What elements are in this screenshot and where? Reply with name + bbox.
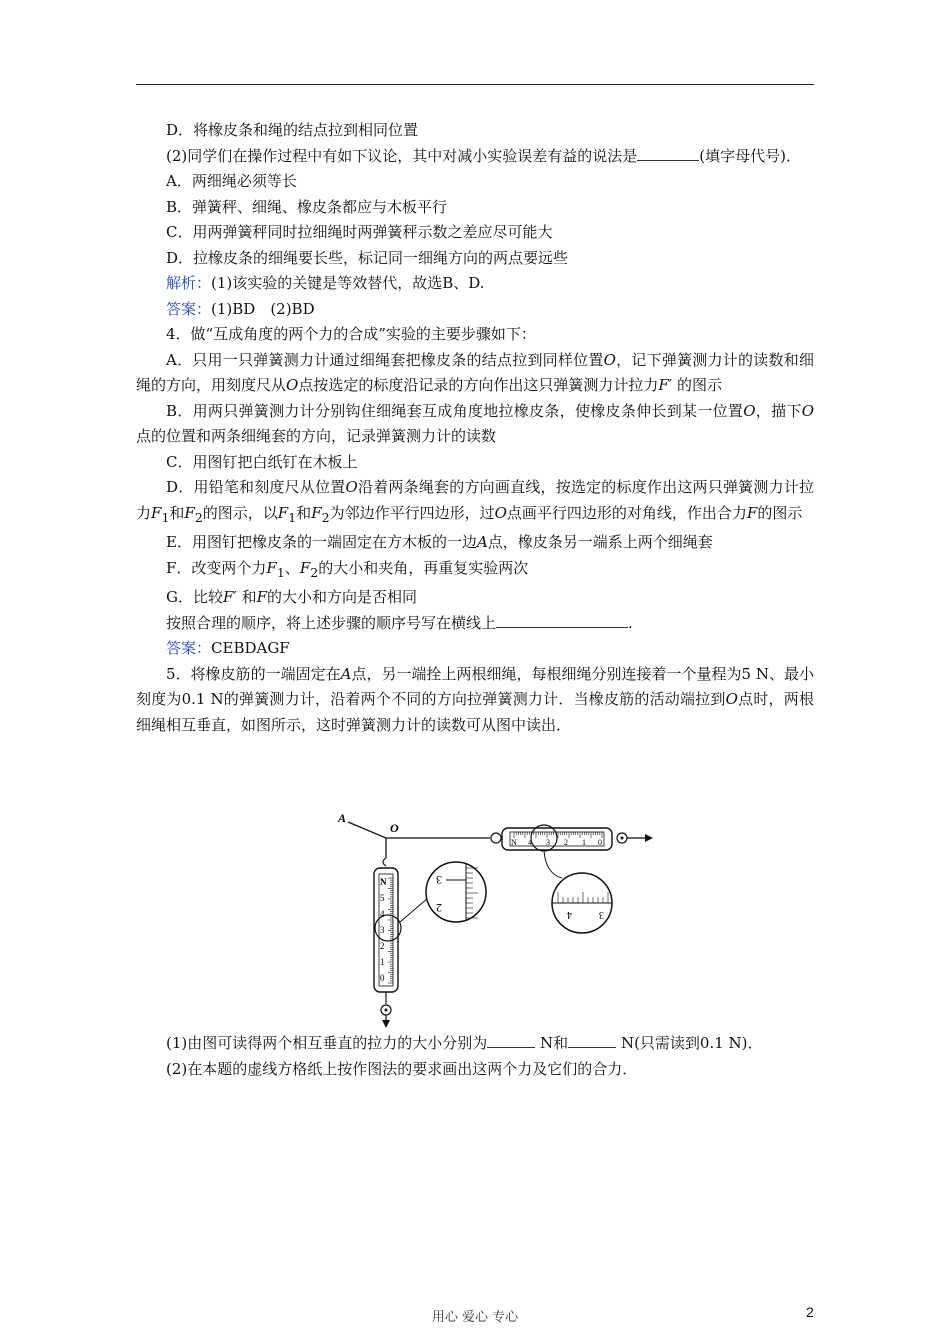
step-d: D．用铅笔和刻度尺从位置O沿着两条绳套的方向画直线，按选定的标度作出这两只弹簧测力计拉力$F_1$和$F_2$的图示，以$F_1$和$F_2$为邻边作平行四边形，过O点画平行四边形的对角线，作出合力F的图示 [136, 478, 814, 525]
svg-text:4: 4 [567, 909, 572, 920]
line-1: D．将橡皮条和绳的结点拉到相同位置 [166, 121, 419, 139]
order-blank[interactable] [496, 611, 628, 628]
analysis: 解析：(1)该实验的关键是等效替代，故选B、D. [166, 274, 485, 292]
rope-a-o [348, 822, 386, 838]
body-text-after-figure [136, 1031, 814, 1082]
svg-text:3: 3 [380, 925, 385, 935]
svg-text:4: 4 [528, 838, 532, 847]
horizontal-scale [491, 825, 653, 878]
vertical-zoom [426, 862, 486, 922]
option-c: C．用两弹簧秤同时拉细绳时两弹簧秤示数之差应尽可能大 [166, 223, 553, 241]
step-a: A．只用一只弹簧测力计通过细绳套把橡皮条的结点拉到同样位置O，记下弹簧测力计的读数和细绳的方向，用刻度尺从O点按选定的标度沿记录的方向作出这只弹簧测力计拉力F′ 的图示 [136, 350, 814, 394]
svg-text:1: 1 [380, 957, 385, 967]
answer-1: 答案：(1)BD (2)BD [166, 299, 315, 318]
footer-text: 用心 爱心 专心 [431, 1310, 519, 1325]
option-b: B．弹簧秤、细绳、橡皮条都应与木板平行 [166, 197, 448, 216]
option-a: A．两细绳必须等长 [166, 172, 297, 190]
step-f: F．改变两个力$F_1$、$F_2$的大小和夹角，再重复实验两次 [166, 558, 529, 580]
spring-scale-figure [300, 808, 660, 1028]
step-c: C．用图钉把白纸钉在木板上 [166, 452, 358, 471]
svg-text:4: 4 [380, 909, 385, 919]
page-number: 2 [806, 1304, 814, 1320]
question-5-1: (1)由图可读得两个相互垂直的拉力的大小分别为 N和 N(只需读到0.1 N)． [136, 1031, 814, 1057]
svg-text:2: 2 [380, 941, 385, 951]
question-4: 4．做“互成角度的两个力的合成”实验的主要步骤如下： [166, 325, 536, 343]
answer-blank-1[interactable] [487, 1031, 535, 1048]
label-o: O [390, 821, 399, 835]
header-rule [136, 84, 814, 85]
order-prompt: 按照合理的顺序，将上述步骤的顺序号写在横线上 . [136, 611, 814, 637]
svg-text:0: 0 [598, 838, 602, 847]
analysis-label: 解析： [166, 274, 212, 292]
horizontal-zoom [552, 873, 612, 933]
svg-text:2: 2 [436, 901, 442, 915]
answer-label: 答案： [166, 639, 212, 657]
option-d: D．拉橡皮条的细绳要长些，标记同一细绳方向的两点要远些 [166, 248, 569, 267]
svg-text:0: 0 [380, 973, 385, 983]
step-e: E．用图钉把橡皮条的一端固定在方木板的一边A点，橡皮条另一端系上两个细绳套 [166, 533, 713, 551]
vertical-scale [374, 868, 428, 1028]
svg-text:3: 3 [599, 909, 604, 920]
svg-text:3: 3 [546, 838, 550, 847]
svg-text:5: 5 [380, 893, 385, 903]
question-5: 5．将橡皮筋的一端固定在A点，另一端拴上两根细绳，每根细绳分别连接着一个量程为5 N、最小刻度为0.1 N的弹簧测力计，沿着两个不同的方向拉弹簧测力计．当橡皮筋的活动端拉到O点时，两根细绳相互垂直，如图所示，这时弹簧测力计的读数可从图中读出． [136, 664, 814, 734]
question-5-2: (2)在本题的虚线方格纸上按作图法的要求画出这两个力及它们的合力． [166, 1059, 638, 1078]
step-b: B．用两只弹簧测力计分别钩住细绳套互成角度地拉橡皮条，使橡皮条伸长到某一位置O，描下O点的位置和两条细绳套的方向，记录弹簧测力计的读数 [136, 401, 814, 445]
svg-text:2: 2 [564, 838, 568, 847]
question-2: (2)同学们在操作过程中有如下议论，其中对减小实验误差有益的说法是 (填字母代号)． [136, 144, 814, 170]
answer-4: 答案：CEBDAGF [166, 639, 290, 657]
body-text [136, 118, 814, 738]
arrow-right-icon [645, 834, 653, 842]
svg-text:N: N [380, 877, 387, 887]
svg-text:3: 3 [436, 873, 442, 887]
label-a: A [338, 811, 347, 825]
answer-blank-2[interactable] [568, 1031, 616, 1048]
answer-label: 答案： [166, 299, 212, 318]
arrow-down-icon [382, 1020, 390, 1028]
answer-blank[interactable] [637, 144, 699, 161]
svg-text:1: 1 [582, 838, 586, 847]
svg-text:N: N [511, 838, 517, 847]
step-g: G．比较F′ 和F的大小和方向是否相同 [166, 588, 418, 606]
